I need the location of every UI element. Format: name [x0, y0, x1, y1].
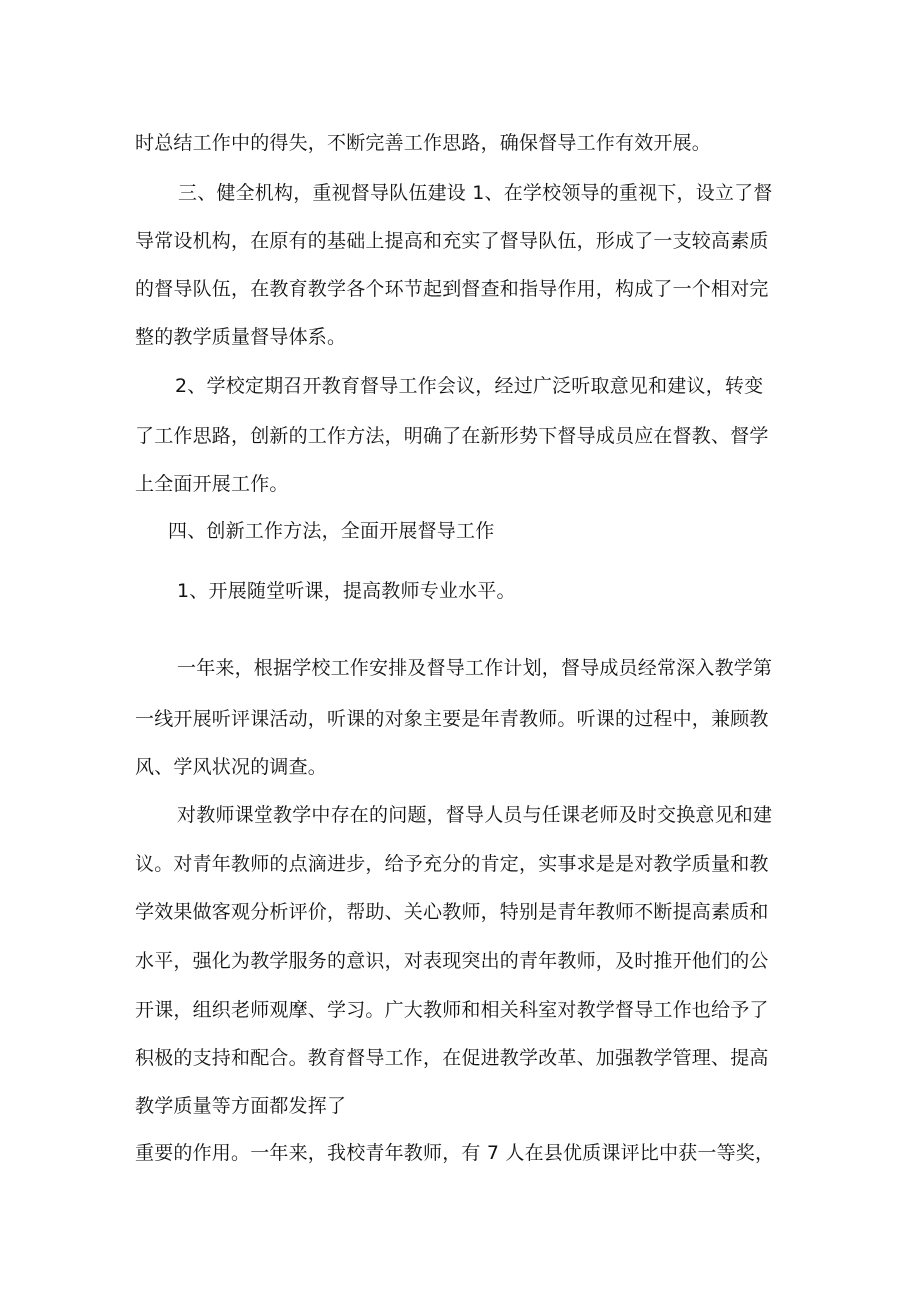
text-line: 学效果做客观分析评价，帮助、关心教师，特别是青年教师不断提高素质和 — [135, 901, 769, 923]
text-line: 对教师课堂教学中存在的问题，督导人员与任课老师及时交换意见和建 — [177, 804, 773, 826]
text-line: 上全面开展工作。 — [135, 473, 289, 495]
text-line: 风、学风状况的调查。 — [135, 756, 328, 778]
text-line: 水平，强化为教学服务的意识，对表现突出的青年教师，及时推开他们的公 — [135, 950, 769, 972]
text-line: 一线开展听评课活动，听课的对象主要是年青教师。听课的过程中，兼顾教 — [135, 708, 769, 730]
text-line: 的督导队伍，在教育教学各个环节起到督查和指导作用，构成了一个相对完 — [135, 278, 769, 300]
text-line: 整的教学质量督导体系。 — [135, 326, 347, 348]
text-line: 导常设机构，在原有的基础上提高和充实了督导队伍，形成了一支较高素质 — [135, 230, 769, 252]
text-line: 开课，组织老师观摩、学习。广大教师和相关科室对教学督导工作也给予了 — [135, 999, 769, 1021]
text-line: 1、开展随堂听课，提高教师专业水平。 — [177, 580, 516, 602]
text-line: 议。对青年教师的点滴进步，给予充分的肯定，实事求是是对教学质量和教 — [135, 853, 769, 875]
text-line: 积极的支持和配合。教育督导工作，在促进教学改革、加强教学管理、提高 — [135, 1047, 769, 1069]
text-line: 了工作思路，创新的工作方法，明确了在新形势下督导成员应在督教、督学 — [135, 425, 769, 447]
text-line: 三、健全机构，重视督导队伍建设 1、在学校领导的重视下，设立了督 — [178, 182, 773, 204]
text-line: 时总结工作中的得失，不断完善工作思路，确保督导工作有效开展。 — [135, 132, 712, 154]
text-line: 一年来，根据学校工作安排及督导工作计划，督导成员经常深入教学第 — [177, 657, 773, 679]
text-line: 2、学校定期召开教育督导工作会议，经过广泛听取意见和建议，转变 — [175, 375, 764, 397]
text-line: 教学质量等方面都发挥了 — [135, 1095, 347, 1117]
text-line: 重要的作用。一年来，我校青年教师，有 7 人在县优质课评比中获一等奖， — [135, 1142, 775, 1164]
text-line: 四、创新工作方法，全面开展督导工作 — [168, 520, 495, 542]
